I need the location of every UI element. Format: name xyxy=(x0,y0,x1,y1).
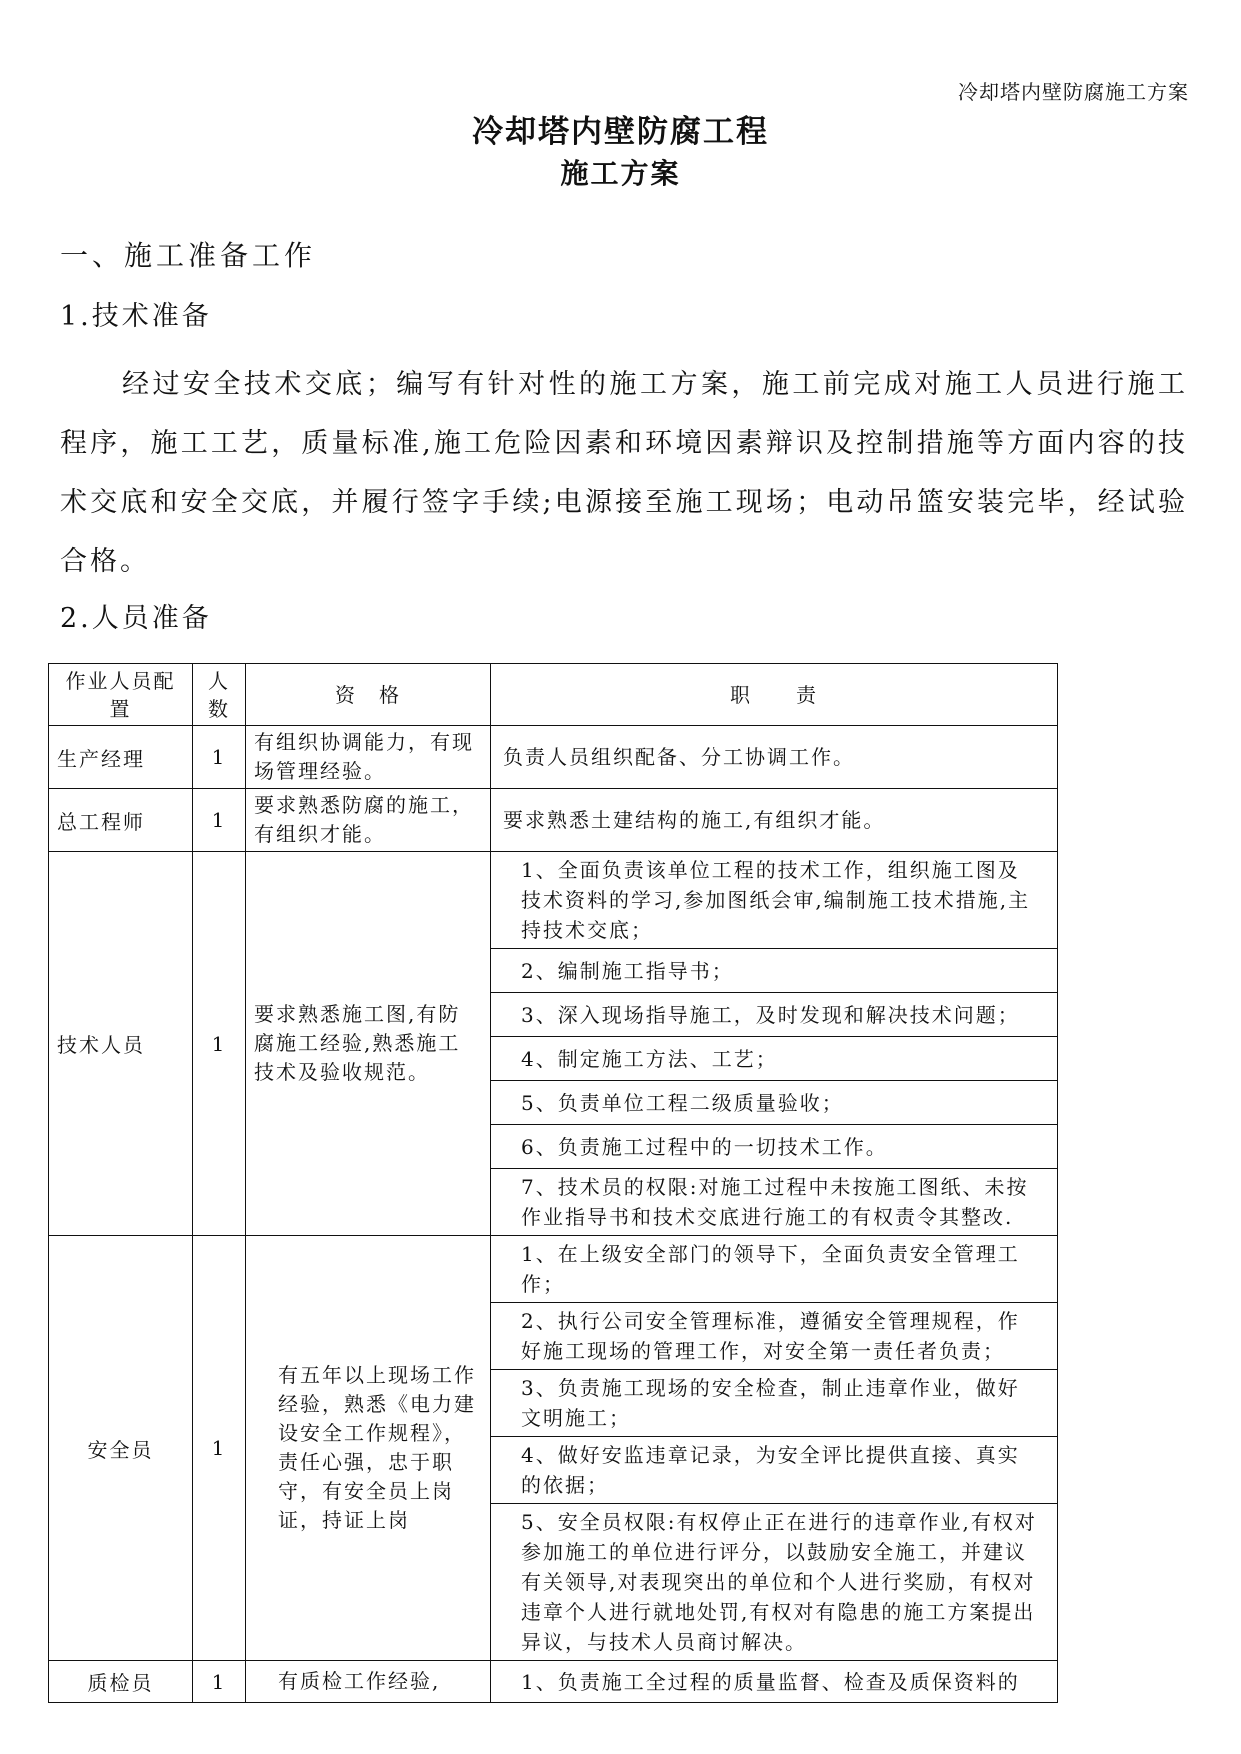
role-cell: 总工程师 xyxy=(49,789,193,852)
duty-cell: 1、全面负责该单位工程的技术工作，组织施工图及技术资料的学习,参加图纸会审,编制施工技术措施,主持技术交底； xyxy=(491,852,1058,949)
count-cell: 1 xyxy=(193,1236,246,1661)
personnel-table xyxy=(48,663,1058,1703)
subsection-heading-personnel: 2.人员准备 xyxy=(60,603,212,634)
duty-cell: 负责人员组织配备、分工协调工作。 xyxy=(491,726,1058,789)
header-count: 人数 xyxy=(193,664,246,726)
qualification-cell: 要求熟悉施工图,有防腐施工经验,熟悉施工技术及验收规范。 xyxy=(246,852,491,1236)
table-header-row xyxy=(49,664,1058,726)
duty-cell: 3、深入现场指导施工，及时发现和解决技术问题； xyxy=(491,993,1058,1037)
paragraph-technical-prep: 经过安全技术交底；编写有针对性的施工方案，施工前完成对施工人员进行施工程序，施工工艺，质量标准,施工危险因素和环境因素辩识及控制措施等方面内容的技术交底和安全交底，并履行签字手续;电源接至施工现场；电动吊篮安装完毕，经试验合格。 xyxy=(60,369,1188,577)
document-subtitle: 施工方案 xyxy=(560,157,681,190)
role-cell: 质检员 xyxy=(49,1661,193,1703)
duty-cell: 4、制定施工方法、工艺； xyxy=(491,1037,1058,1081)
duty-cell: 1、负责施工全过程的质量监督、检查及质保资料的 xyxy=(491,1661,1058,1703)
role-cell: 生产经理 xyxy=(49,726,193,789)
running-header: 冷却塔内壁防腐施工方案 xyxy=(958,80,1189,104)
qualification-cell: 有组织协调能力，有现场管理经验。 xyxy=(246,726,491,789)
duty-cell: 6、负责施工过程中的一切技术工作。 xyxy=(491,1125,1058,1169)
qualification-cell: 要求熟悉防腐的施工，有组织才能。 xyxy=(246,789,491,852)
table-row xyxy=(49,1236,1058,1303)
header-duties: 职 责 xyxy=(491,664,1058,726)
duty-cell: 5、安全员权限:有权停止正在进行的违章作业,有权对参加施工的单位进行评分，以鼓励安全施工，并建议有关领导,对表现突出的单位和个人进行奖励，有权对违章个人进行就地处罚,有权对有隐患的施工方案提出异议，与技术人员商讨解决。 xyxy=(491,1504,1058,1661)
header-role: 作业人员配置 xyxy=(49,664,193,726)
table-row xyxy=(49,852,1058,949)
duty-cell: 2、编制施工指导书； xyxy=(491,949,1058,993)
qualification-cell: 有五年以上现场工作经验，熟悉《电力建设安全工作规程》，责任心强，忠于职守，有安全员上岗证，持证上岗 xyxy=(246,1236,491,1661)
count-cell: 1 xyxy=(193,1661,246,1703)
header-qualification: 资 格 xyxy=(246,664,491,726)
qualification-cell: 有质检工作经验, xyxy=(246,1661,491,1703)
duty-cell: 1、在上级安全部门的领导下，全面负责安全管理工作； xyxy=(491,1236,1058,1303)
table-row xyxy=(49,789,1058,852)
count-cell: 1 xyxy=(193,852,246,1236)
duty-cell: 7、技术员的权限:对施工过程中未按施工图纸、未按作业指导书和技术交底进行施工的有权责令其整改. xyxy=(491,1169,1058,1236)
count-cell: 1 xyxy=(193,726,246,789)
section-heading-1: 一、施工准备工作 xyxy=(60,239,317,272)
duty-cell: 5、负责单位工程二级质量验收； xyxy=(491,1081,1058,1125)
document-title: 冷却塔内壁防腐工程 xyxy=(472,114,769,150)
table-row xyxy=(49,726,1058,789)
role-cell: 技术人员 xyxy=(49,852,193,1236)
subsection-heading-technical: 1.技术准备 xyxy=(60,301,212,332)
role-cell: 安全员 xyxy=(49,1236,193,1661)
count-cell: 1 xyxy=(193,789,246,852)
duty-cell: 4、做好安监违章记录，为安全评比提供直接、真实的依据； xyxy=(491,1437,1058,1504)
table-row xyxy=(49,1661,1058,1703)
duty-cell: 3、负责施工现场的安全检查，制止违章作业，做好文明施工； xyxy=(491,1370,1058,1437)
duty-cell: 要求熟悉土建结构的施工,有组织才能。 xyxy=(491,789,1058,852)
duty-cell: 2、执行公司安全管理标准，遵循安全管理规程，作好施工现场的管理工作，对安全第一责任者负责； xyxy=(491,1303,1058,1370)
